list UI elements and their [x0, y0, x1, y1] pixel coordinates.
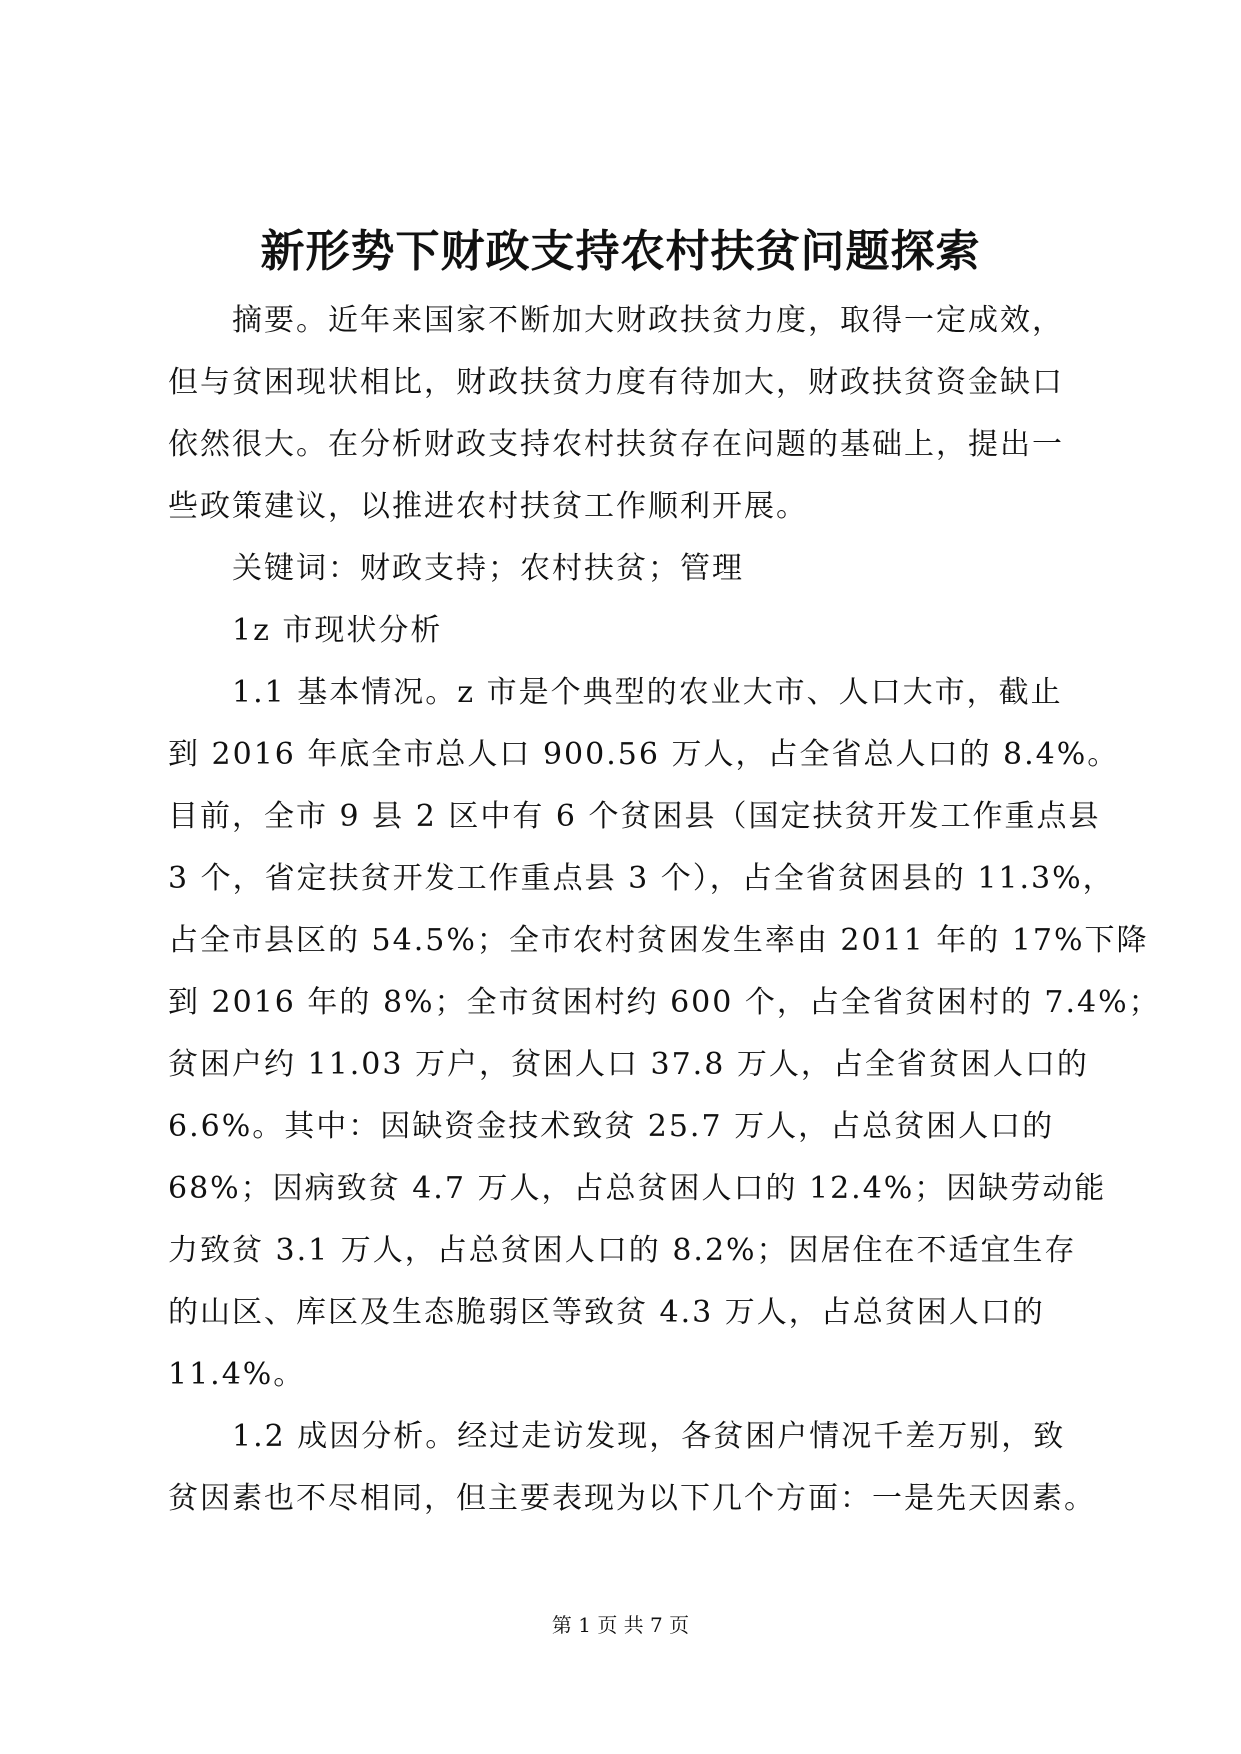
- document-body: [168, 290, 1161, 1530]
- body-line: 但与贫困现状相比，财政扶贫力度有待加大，财政扶贫资金缺口: [168, 365, 1064, 400]
- body-line: 依然很大。在分析财政支持农村扶贫存在问题的基础上，提出一: [168, 427, 1064, 462]
- body-line: 11.4%。: [168, 1357, 306, 1392]
- body-line: 3 个，省定扶贫开发工作重点县 3 个），占全省贫困县的 11.3%，: [168, 861, 1115, 896]
- body-line: 力致贫 3.1 万人，占总贫困人口的 8.2%；因居住在不适宜生存: [168, 1233, 1077, 1268]
- body-line: 占全市县区的 54.5%；全市农村贫困发生率由 2011 年的 17%下降: [168, 923, 1149, 958]
- body-line: 摘要。近年来国家不断加大财政扶贫力度，取得一定成效，: [168, 303, 1064, 338]
- body-line: 些政策建议，以推进农村扶贫工作顺利开展。: [168, 489, 808, 524]
- body-line: 到 2016 年底全市总人口 900.56 万人，占全省总人口的 8.4%。: [168, 737, 1120, 772]
- body-line: 1.2 成因分析。经过走访发现，各贫困户情况千差万别，致: [168, 1419, 1066, 1454]
- keywords-line: 关键词：财政支持；农村扶贫；管理: [168, 551, 744, 586]
- body-line: 的山区、库区及生态脆弱区等致贫 4.3 万人，占总贫困人口的: [168, 1295, 1045, 1330]
- body-line: 到 2016 年的 8%；全市贫困村约 600 个，占全省贫困村的 7.4%；: [168, 985, 1161, 1020]
- body-line: 1.1 基本情况。z 市是个典型的农业大市、人口大市，截止: [168, 675, 1063, 710]
- page-number-footer: 第 1 页 共 7 页: [551, 1613, 690, 1637]
- body-line: 贫因素也不尽相同，但主要表现为以下几个方面：一是先天因素。: [168, 1481, 1096, 1516]
- body-line: 目前，全市 9 县 2 区中有 6 个贫困县（国定扶贫开发工作重点县: [168, 799, 1101, 834]
- section-heading: 1z 市现状分析: [168, 613, 443, 648]
- body-line: 贫困户约 11.03 万户，贫困人口 37.8 万人，占全省贫困人口的: [168, 1047, 1089, 1082]
- body-line: 68%；因病致贫 4.7 万人，占总贫困人口的 12.4%；因缺劳动能: [168, 1171, 1107, 1206]
- body-line: 6.6%。其中：因缺资金技术致贫 25.7 万人，占总贫困人口的: [168, 1109, 1055, 1144]
- document-title: 新形势下财政支持农村扶贫问题探索: [260, 226, 981, 277]
